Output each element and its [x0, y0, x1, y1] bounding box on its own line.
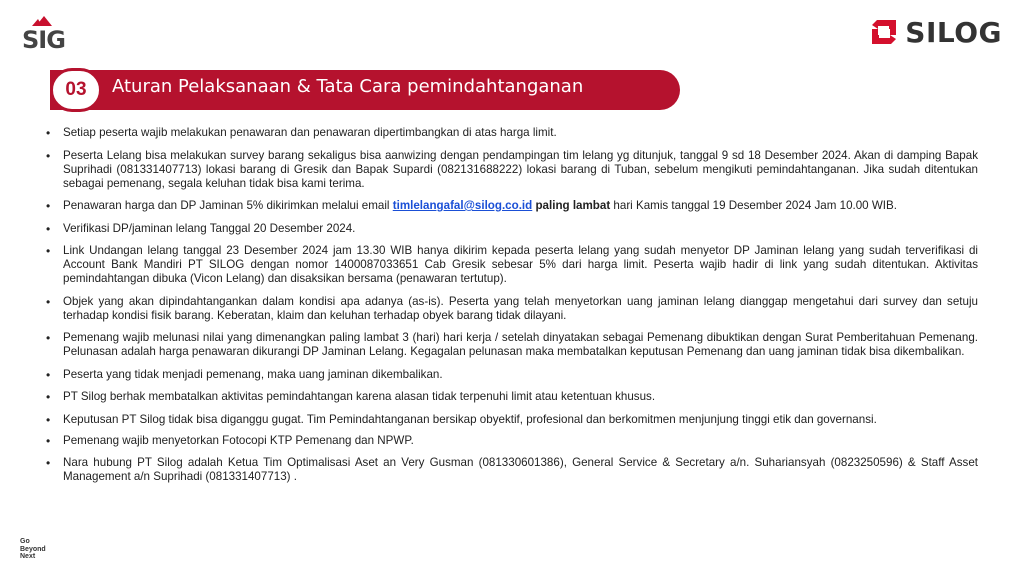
list-item: • Link Undangan lelang tanggal 23 Desember 2024 jam 13.30 WIB hanya dikirim kepada peserta lelang yang sudah menyetor DP Jaminan lelang yang sudah terverifikasi di Account Bank Mandiri PT SILOG dengan nomor 1400087033651 Cab Gresik sebesar 5% dari harga limit. Peserta wajib hadir di link yang sudah ditentukan. Aktivitas pemindahtangan dibuka (Vicon Lelang) dan disaksikan bersama (penawaran tertutup).	[46, 244, 978, 286]
tagline-line: Go	[20, 538, 30, 545]
go-beyond-next-tagline	[20, 538, 46, 561]
sig-logo-text: SIG	[22, 26, 65, 54]
silog-logo-text: SILOG	[905, 15, 1002, 49]
section-number: 03	[50, 68, 102, 112]
deadline-emphasis: paling lambat	[532, 199, 611, 212]
list-item: • Verifikasi DP/jaminan lelang Tanggal 20 Desember 2024.	[46, 222, 978, 236]
tagline-line: Next	[20, 553, 36, 560]
tagline-line: Beyond	[20, 545, 46, 553]
list-item-text: hari Kamis tanggal 19 Desember 2024 Jam 10.00 WIB.	[610, 199, 897, 212]
list-item: • PT Silog berhak membatalkan aktivitas pemindahtangan karena alasan tidak terpenuhi limit atau ketentuan khusus.	[46, 390, 978, 404]
list-item: • Objek yang akan dipindahtangankan dalam kondisi apa adanya (as-is). Peserta yang telah menyetorkan uang jaminan lelang dianggap mengetahui dari survey dan setuju terhadap kondisi fisik barang. Keberatan, klaim dan keluhan terhadap obyek barang tidak dilayani.	[46, 295, 978, 323]
email-link[interactable]: timlelangafal@silog.co.id	[392, 199, 533, 212]
list-item: • Keputusan PT Silog tidak bisa diganggu gugat. Tim Pemindahtanganan bersikap obyektif, profesional dan berkomitmen menjunjung tinggi etik dan governansi.	[46, 413, 978, 427]
list-item: • Peserta Lelang bisa melakukan survey barang sekaligus bisa aanwizing dengan pendampingan tim lelang yg ditunjuk, tanggal 9 sd 18 Desember 2024. Akan di damping Bapak Suprihadi (081331407713) lokasi barang di Gresik dan Bapak Supardi (082131688222) lokasi barang di Tuban, sebelum mengikuti pemindahtanganan. Jika sudah ditentukan sebagai pemenang, segala keluhan tidak bisa kami terima.	[46, 149, 978, 191]
section-title: Aturan Pelaksanaan & Tata Cara pemindahtanganan	[112, 76, 584, 97]
rules-list	[46, 126, 978, 493]
sig-logo	[22, 12, 82, 52]
silog-logo	[869, 14, 1002, 50]
list-item	[46, 199, 978, 213]
list-item: • Peserta yang tidak menjadi pemenang, maka uang jaminan dikembalikan.	[46, 368, 978, 382]
silog-logo-mark-icon	[869, 17, 899, 47]
list-item: • Setiap peserta wajib melakukan penawaran dan penawaran dipertimbangkan di atas harga limit.	[46, 126, 978, 140]
list-item: • Nara hubung PT Silog adalah Ketua Tim Optimalisasi Aset an Very Gusman (081330601386), General Service & Secretary a/n. Suhariansyah (0823250596) & Staff Asset Management a/n Suprihadi (081331407713) .	[46, 456, 978, 484]
list-item: • Pemenang wajib melunasi nilai yang dimenangkan paling lambat 3 (hari) hari kerja / setelah dinyatakan sebagai Pemenang dibuktikan dengan Surat Pemberitahuan Pemenang. Pelunasan adalah harga penawaran dikurangi DP Jaminan Lelang. Kegagalan pelunasan maka membatalkan keputusan Pemenang dan uang jaminan tidak bisa dikembalikan.	[46, 331, 978, 359]
list-item: • Pemenang wajib menyetorkan Fotocopi KTP Pemenang dan NPWP.	[46, 434, 978, 448]
list-item-text: Penawaran harga dan DP Jaminan 5% dikirimkan melalui email	[63, 199, 393, 212]
